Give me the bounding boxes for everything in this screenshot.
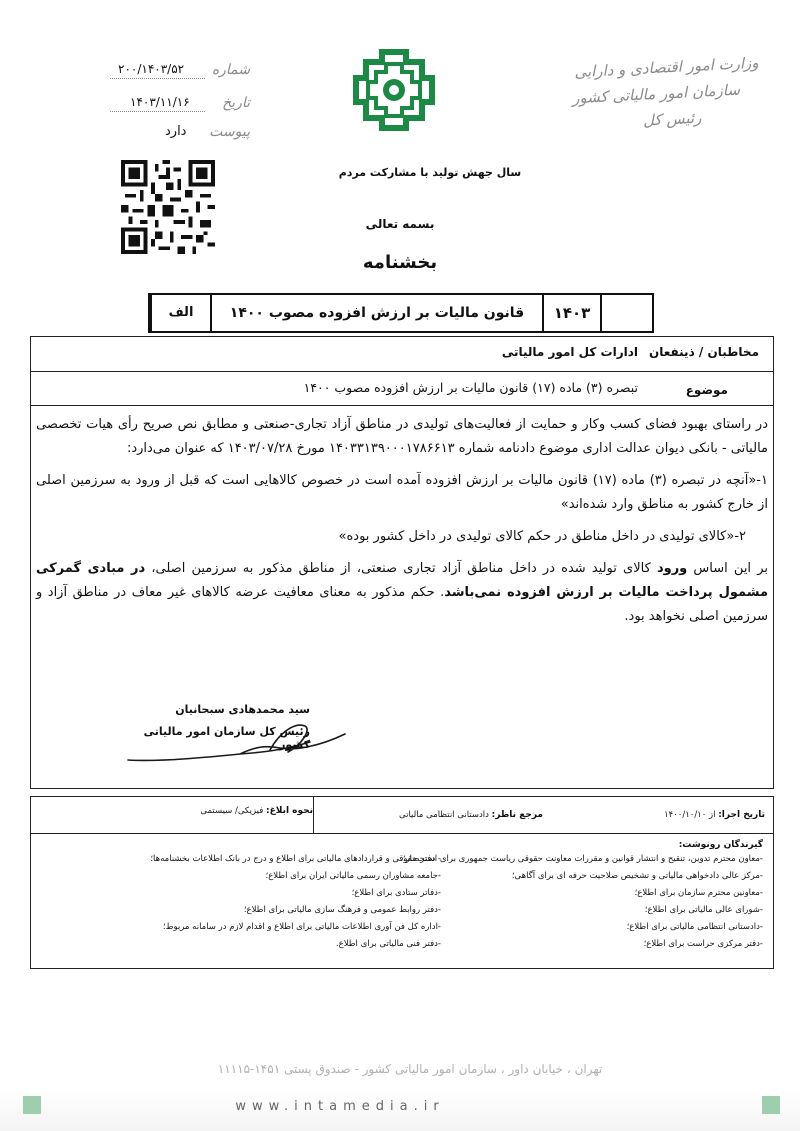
attachment-value: دارد <box>165 124 187 139</box>
letter-date <box>90 95 250 117</box>
list-item: -مرکز عالی دادخواهی مالیاتی و تشخیص صلاحیت حرفه ای برای آگاهی؛ <box>511 871 763 881</box>
table-cell-year: ۱۴۰۳ <box>542 295 600 331</box>
attachment-label: پیوست <box>209 124 250 140</box>
bismillah: بسمه تعالی <box>365 217 435 231</box>
ministry-header <box>548 50 762 139</box>
conclusion-text: . حکم مذکور به معنای معافیت عرضه کالاهای غیر معاف در مناطق آزاد و سرزمین اصلی نخواهد بود. <box>36 585 768 624</box>
notify-label: نحوه ابلاغ: <box>266 806 313 816</box>
list-item: -معاون محترم تدوین، تنقیح و انتشار قوانین و مقررات معاونت حقوقی ریاست جمهوری برای استحضار؛ <box>402 854 763 864</box>
addressees-label: مخاطبان / ذینفعان <box>649 345 759 359</box>
authority-label: مرجع ناظر: <box>491 810 543 820</box>
number-value: ۲۰۰/۱۴۰۳/۵۲ <box>118 62 185 76</box>
number-label: شماره <box>211 62 250 78</box>
addressees-row <box>31 337 773 372</box>
supervising-authority <box>399 809 543 822</box>
letter-attachment <box>90 124 250 146</box>
title-table <box>148 293 654 333</box>
conclusion-bold: در مبادی گمرکی مشمول پرداخت مالیات بر ارزش افزوده نمی‌باشد <box>36 561 768 600</box>
year-slogan: سال جهش تولید با مشارکت مردم <box>338 166 522 179</box>
addressees-value: ادارات کل امور مالیاتی <box>501 345 638 359</box>
conclusion-text: کالای تولید شده در داخل مناطق آزاد تجاری صنعتی، از مناطق مذکور به سرزمین اصلی، <box>145 561 657 576</box>
notify-value: فیزیکی/ سیستمی <box>200 806 264 816</box>
ministry-line: رئیس کل <box>642 108 702 130</box>
document-type-title: بخشنامه <box>362 252 438 273</box>
table-cell-law-title: قانون مالیات بر ارزش افزوده مصوب ۱۴۰۰ <box>210 295 542 331</box>
list-item: -دادستانی انتظامی مالیاتی برای اطلاع؛ <box>626 922 763 932</box>
recipients-list-right <box>403 853 763 951</box>
effective-date-value: از ۱۴۰۰/۱۰/۱۰ <box>664 810 716 820</box>
subject-row <box>31 371 773 406</box>
letter-number <box>90 62 250 84</box>
effective-date-label: تاریخ اجرا: <box>718 810 765 820</box>
subject-value: تبصره (۳) ماده (۱۷) قانون مالیات بر ارزش افزوده مصوب ۱۴۰۰ <box>303 380 638 395</box>
body-paragraph-conclusion <box>36 557 768 629</box>
postal-address: تهران ، خیابان داور ، سازمان امور مالیاتی کشور - صندوق پستی ۱۴۵۱-۱۱۱۱۵ <box>217 1062 603 1076</box>
body-paragraph-intro: در راستای بهبود فضای کسب وکار و حمایت از فعالیت‌های تولیدی در مناطق آزاد تجاری-صنعتی و مطابق نص صریح رأی هیات تخصصی مالیاتی - بانکی دیوان عدالت اداری موضوع دادنامه شماره ۱۴۰۳۳۱۳۹۰۰۰۱۷۸۶۶۱۳ مورخ ۱۴۰۳/۰۷/۲۸ که عنوان می‌دارد: <box>36 417 768 456</box>
qr-code <box>121 160 215 254</box>
list-item: -شورای عالی مالیاتی برای اطلاع؛ <box>644 905 763 915</box>
date-label: تاریخ <box>222 95 250 111</box>
footer-box <box>30 796 774 969</box>
subject-label: موضوع <box>685 383 728 397</box>
signatory-title: رئیس کل سازمان امور مالیاتی کشور <box>143 725 310 751</box>
effective-date <box>664 809 765 822</box>
recipients-list-left <box>111 853 441 951</box>
list-item: - دفتر حقوقی و قراردادهای مالیاتی برای اطلاع و درج در بانک اطلاعات بخشنامه‌ها؛ <box>150 854 441 864</box>
body-item-1: ۱-«آنچه در تبصره (۳) ماده (۱۷) قانون مالیات بر ارزش افزوده آمده است در خصوص کالاهایی است که قبل از ورود به سرزمین اصلی از خارج کشور به مناطق وارد شده‌اند» <box>36 473 768 512</box>
authority-value: دادستانی انتظامی مالیاتی <box>399 810 489 820</box>
ministry-line: وزارت امور اقتصادی و دارایی <box>573 53 759 82</box>
footer-accent-square <box>23 1096 41 1114</box>
website-url: www.intamedia.ir <box>235 1099 445 1114</box>
list-item: -دفتر فنی مالیاتی برای اطلاع. <box>335 939 441 949</box>
table-cell-empty <box>600 295 652 331</box>
body-item-2: ۲-«کالای تولیدی در داخل مناطق در حکم کالای تولیدی در داخل کشور بوده» <box>338 529 746 544</box>
list-item: -معاونین محترم سازمان برای اطلاع؛ <box>634 888 763 898</box>
date-value: ۱۴۰۳/۱۱/۱۶ <box>130 95 190 109</box>
notification-method <box>200 805 313 818</box>
list-item: -دفتر مرکزی حراست برای اطلاع؛ <box>643 939 763 949</box>
ministry-line: سازمان امور مالیاتی کشور <box>571 80 741 108</box>
conclusion-bold: ورود <box>656 561 688 576</box>
conclusion-text: بر این اساس <box>687 561 768 576</box>
list-item: -دفاتر ستادی برای اطلاع؛ <box>351 888 441 898</box>
tax-organization-logo <box>352 48 436 132</box>
table-cell-index: الف <box>150 295 210 331</box>
footer-meta-row <box>31 797 773 834</box>
list-item: -اداره کل فن آوری اطلاعات مالیاتی برای اطلاع و اقدام لازم در سامانه مربوط؛ <box>162 922 441 932</box>
list-item: -دفتر روابط عمومی و فرهنگ سازی مالیاتی برای اطلاع؛ <box>243 905 441 915</box>
footer-accent-square <box>762 1096 780 1114</box>
recipients-label: گیرندگان رونوشت: <box>678 840 763 850</box>
body-text <box>36 413 768 637</box>
signatory-name: سید محمدهادی سبحانیان <box>175 703 310 716</box>
list-item: -جامعه مشاوران رسمی مالیاتی ایران برای اطلاع؛ <box>265 871 441 881</box>
